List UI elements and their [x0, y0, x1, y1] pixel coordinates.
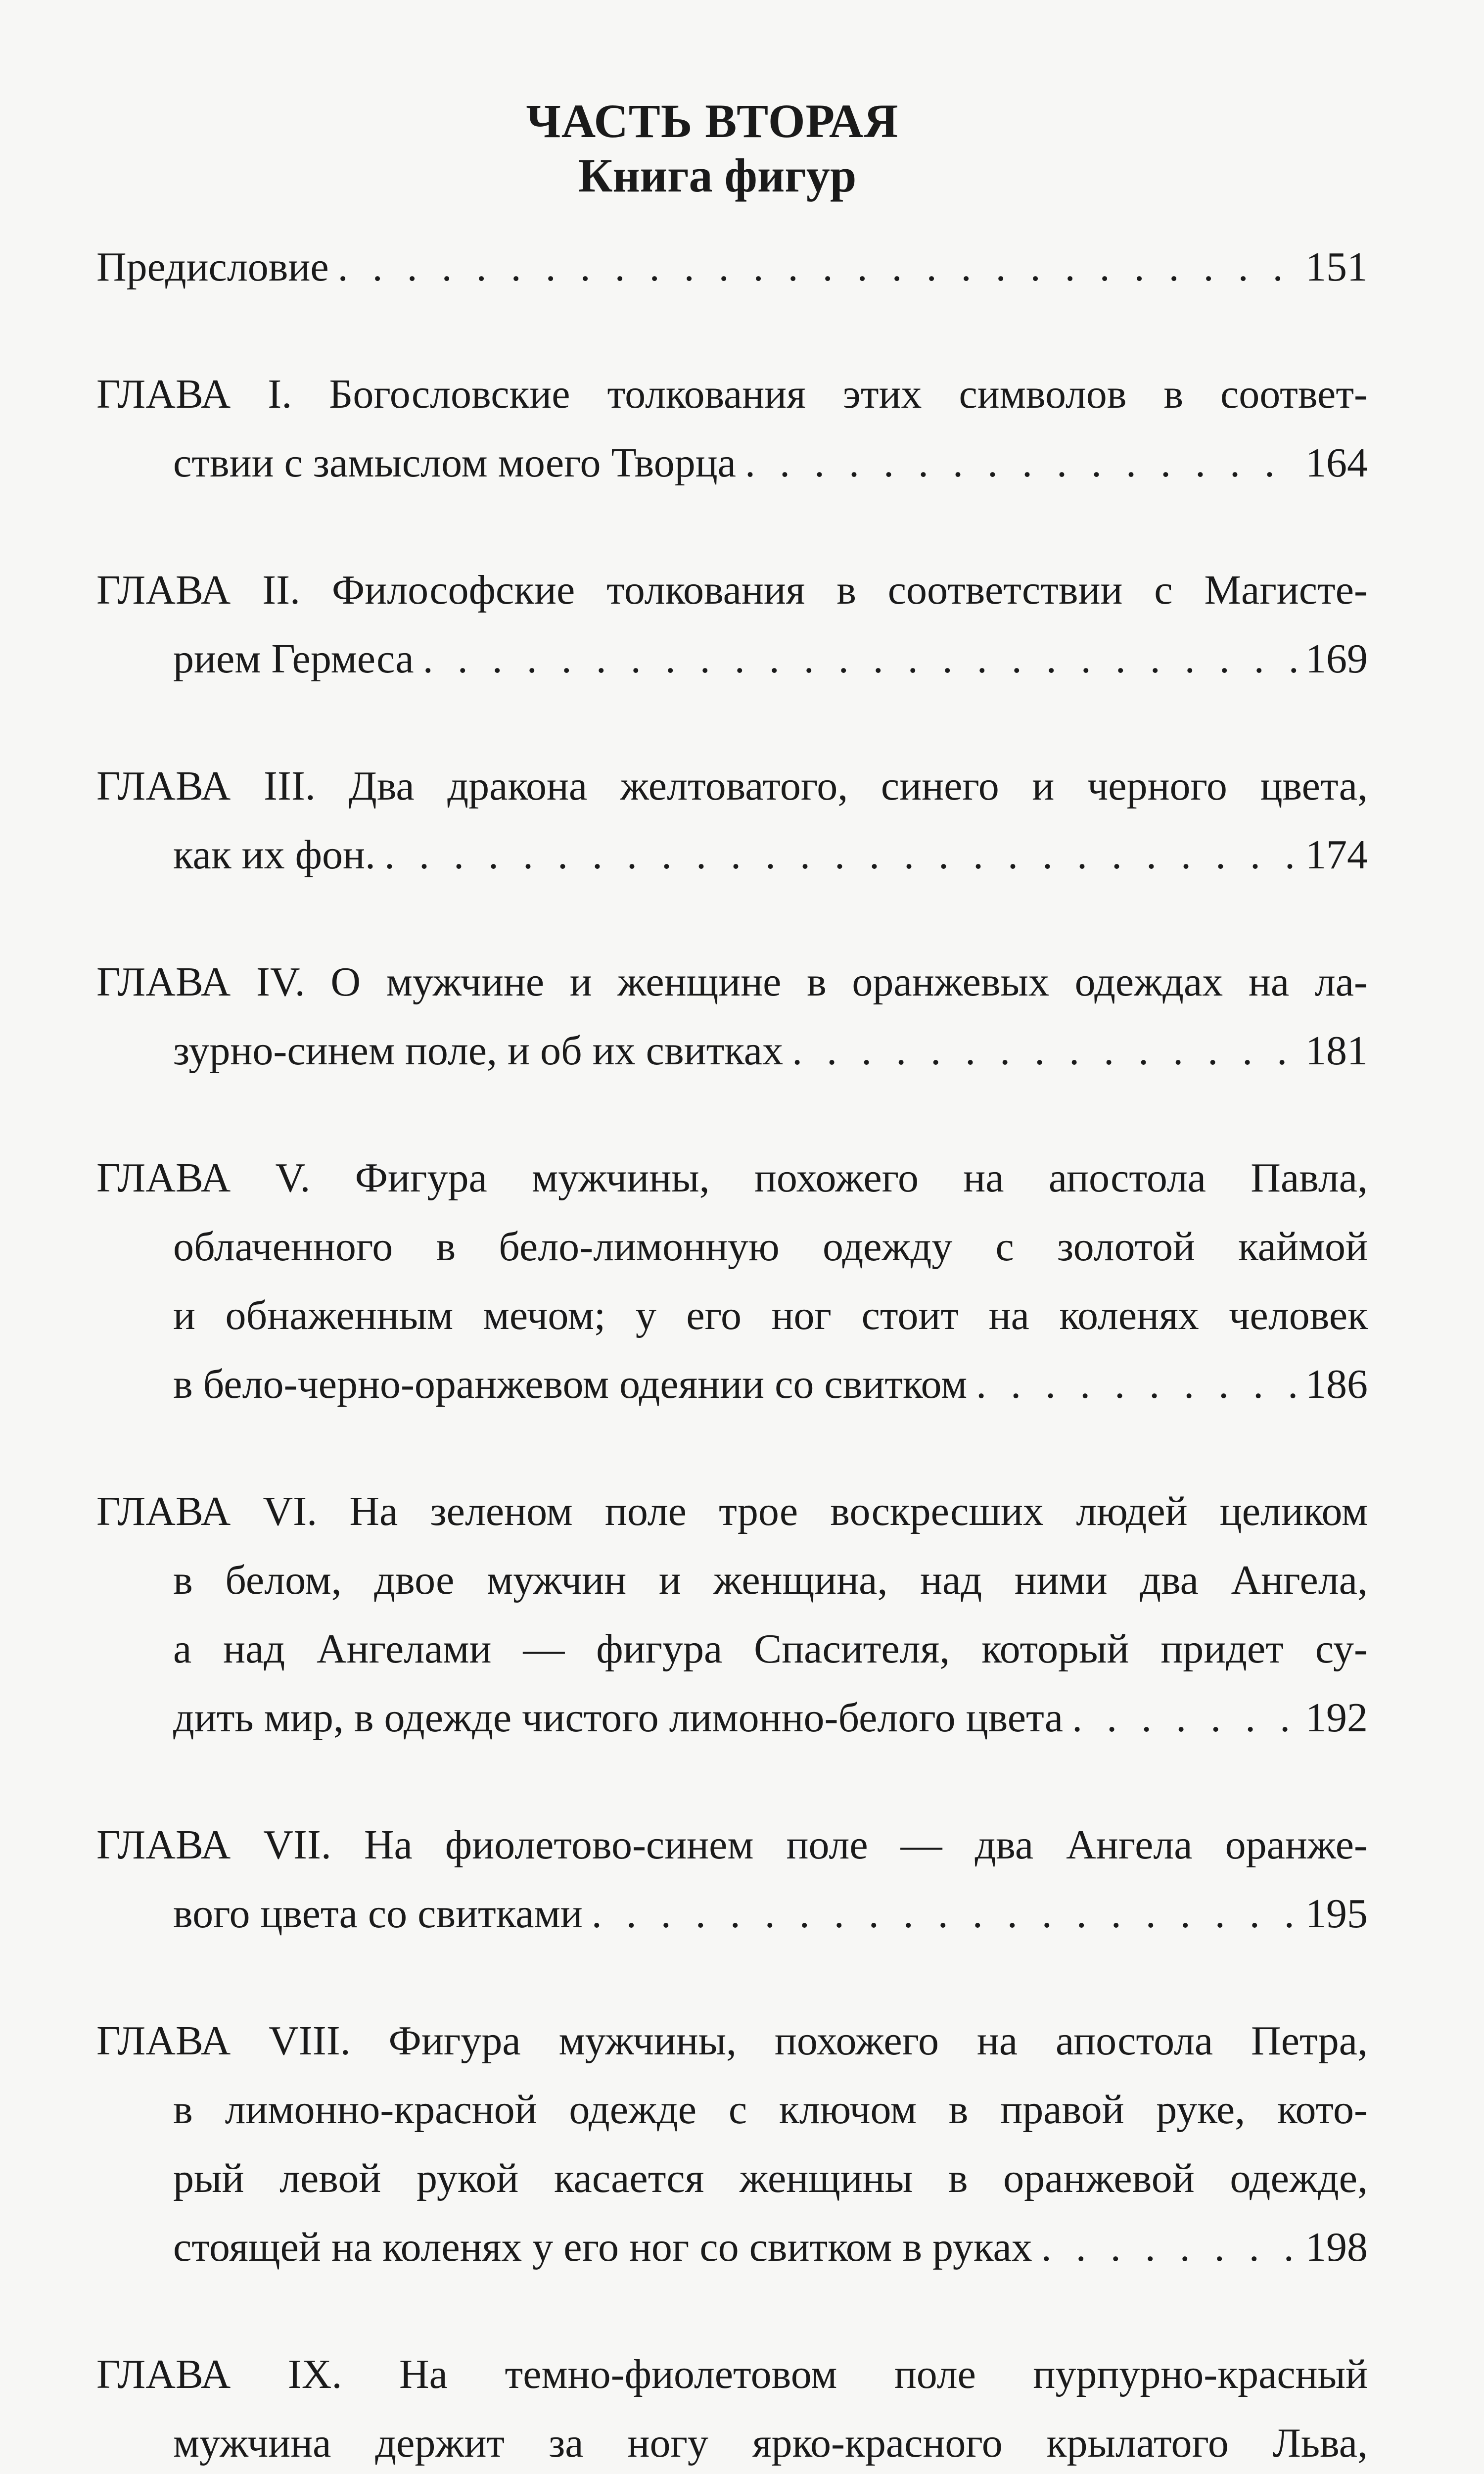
toc-entry-line: ГЛАВА I. Богословские толкования этих символов в соответ-	[96, 371, 1368, 417]
toc-page-number: 186	[1305, 1361, 1368, 1407]
toc-entry	[96, 233, 1368, 301]
toc-entry-line: ГЛАВА VII. На фиолетово-синем поле — два Ангела оранже-	[96, 1822, 1368, 1868]
toc-entry	[96, 752, 1368, 889]
toc-page-number: 169	[1305, 636, 1368, 682]
toc-entry-line: ГЛАВА III. Два дракона желтоватого, синего и черного цвета,	[96, 763, 1368, 809]
toc-entry-line: ГЛАВА IX. На темно-фиолетовом поле пурпурно-красный	[96, 2351, 1368, 2397]
toc-entry	[96, 556, 1368, 693]
toc-entry-line: ГЛАВА II. Философские толкования в соответствии с Магисте-	[96, 567, 1368, 613]
toc-entry-last-line	[96, 1683, 1368, 1752]
toc-entry-last-line	[96, 428, 1368, 497]
dot-leader	[745, 428, 1297, 497]
toc-page-number: 181	[1305, 1028, 1368, 1074]
book-title: Книга фигур	[578, 149, 857, 202]
toc-entry-last-line	[96, 624, 1368, 693]
toc-entry-line: ГЛАВА VI. На зеленом поле трое воскресших людей целиком	[96, 1488, 1368, 1534]
toc-entry-text: дить мир, в одежде чистого лимонно-белого цвета	[173, 1695, 1064, 1741]
toc-entry	[96, 360, 1368, 497]
dot-leader	[976, 1350, 1297, 1419]
toc-entry-last-line	[96, 2213, 1368, 2282]
toc-entry-line: а над Ангелами — фигура Спасителя, который придет су-	[173, 1626, 1368, 1672]
toc-entry-text: как их фон.	[173, 832, 375, 878]
toc-entry-line: ГЛАВА VIII. Фигура мужчины, похожего на апостола Петра,	[96, 2018, 1368, 2064]
toc-entry	[96, 2006, 1368, 2282]
dot-leader	[423, 624, 1297, 693]
toc-page-number: 198	[1305, 2224, 1368, 2270]
toc-entry-text: ствии с замыслом моего Творца	[173, 440, 736, 486]
toc-entry-last-line	[96, 233, 1368, 301]
toc-entry-line: ГЛАВА V. Фигура мужчины, похожего на апостола Павла,	[96, 1155, 1368, 1201]
toc-entry-line: и обнаженным мечом; у его ног стоит на коленях человек	[173, 1292, 1368, 1338]
toc-entry-text: зурно-синем поле, и об их свитках	[173, 1028, 784, 1074]
table-of-contents	[96, 233, 1368, 2474]
toc-entry-last-line	[96, 820, 1368, 889]
toc-page-number: 192	[1305, 1695, 1368, 1741]
dot-leader	[792, 1016, 1297, 1085]
dot-leader	[592, 1879, 1297, 1948]
toc-page-number: 174	[1305, 832, 1368, 878]
toc-entry-text: Предисловие	[96, 244, 329, 290]
toc-page-number: 164	[1305, 440, 1368, 486]
toc-entry	[96, 1477, 1368, 1752]
toc-entry-text: рием Гермеса	[173, 636, 414, 682]
dot-leader	[384, 820, 1297, 889]
toc-entry-line: мужчина держит за ногу ярко-красного крылатого Льва,	[173, 2420, 1368, 2466]
toc-entry-text: вого цвета со свитками	[173, 1891, 583, 1937]
toc-entry-line: в белом, двое мужчин и женщина, над ними два Ангела,	[173, 1557, 1368, 1603]
dot-leader	[1041, 2213, 1297, 2282]
toc-entry-line: ГЛАВА IV. О мужчине и женщине в оранжевых одеждах на ла-	[96, 959, 1368, 1005]
toc-page-number: 195	[1305, 1891, 1368, 1937]
toc-page-number: 151	[1305, 244, 1368, 290]
toc-entry	[96, 948, 1368, 1085]
toc-entry-last-line	[96, 1879, 1368, 1948]
toc-entry-line: рый левой рукой касается женщины в оранжевой одежде,	[173, 2155, 1368, 2201]
toc-entry-last-line	[96, 1016, 1368, 1085]
toc-entry-last-line	[96, 1350, 1368, 1419]
toc-entry	[96, 1810, 1368, 1948]
toc-entry	[96, 2340, 1368, 2474]
toc-entry-text: стоящей на коленях у его ног со свитком в руках	[173, 2224, 1032, 2270]
toc-entry-line: облаченного в бело-лимонную одежду с золотой каймой	[173, 1224, 1368, 1270]
toc-entry-text: в бело-черно-оранжевом одеянии со свитком	[173, 1361, 968, 1407]
toc-entry-line: в лимонно-красной одежде с ключом в правой руке, кото-	[173, 2087, 1368, 2133]
part-title: ЧАСТЬ ВТОРАЯ	[526, 95, 899, 147]
dot-leader	[338, 233, 1297, 301]
toc-entry	[96, 1143, 1368, 1419]
dot-leader	[1072, 1683, 1297, 1752]
